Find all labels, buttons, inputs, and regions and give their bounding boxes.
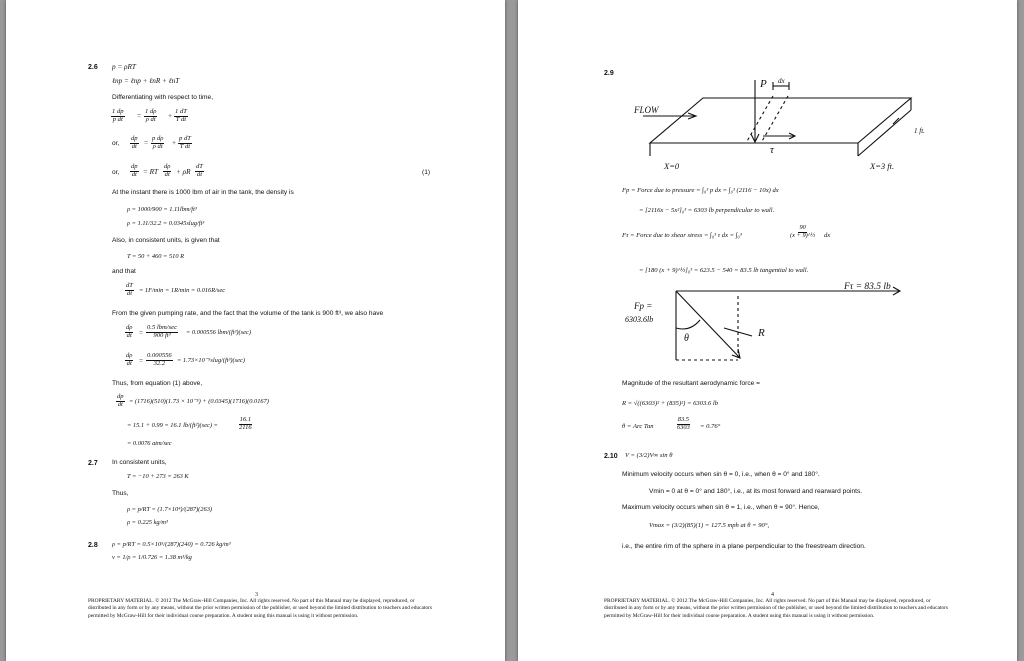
page-number: 4 xyxy=(771,592,774,598)
temperature-k: T = −10 + 273 = 263 K xyxy=(127,473,189,480)
fp-force-label-1: Fp = xyxy=(634,301,653,311)
text-magnitude: Magnitude of the resultant aerodynamic force = xyxy=(622,380,760,387)
eq4-c: $\frac{\text{p dT}}{\text{T dt}}$ xyxy=(179,135,191,150)
velocity-eq: V = (3/2)V∞ sin θ xyxy=(625,452,673,459)
drho-eq-2: = 1.73×10⁻⁵slug/(ft³)(sec) xyxy=(177,357,245,364)
eq4-a: $\frac{dp}{dt}$ xyxy=(131,135,138,150)
footer-copyright: PROPRIETARY MATERIAL. © 2012 The McGraw-Hill Companies, Inc. All rights reserved. No part of this Manual may be displayed, reproduced, or distributed in any form or by any means, without the prior written permission of the publisher, or used beyond the limited distribution to teachers and educators permitted by McGraw-Hill for their individual course preparation. A student using this manual is using it without permission. xyxy=(604,598,948,619)
dp-frac-2: $\frac{16.1}{2116}$ xyxy=(239,416,252,431)
eq5-c: $\frac{dT}{dt}$ xyxy=(196,163,203,178)
eq5-a: $\frac{dp}{dt}$ xyxy=(131,163,138,178)
text-thus: Thus, xyxy=(112,490,129,497)
temperature-eq: T = 50 + 460 = 510 R xyxy=(127,253,185,260)
text-differentiating: Differentiating with respect to time, xyxy=(112,94,214,101)
drho-frac-1: $\frac{d\rho}{dt}$ xyxy=(126,324,133,339)
rho-2-8: ρ = p/RT = 0.5×10⁵/(287)(240) = 0.726 kg/m³ xyxy=(112,541,231,548)
dp-eq-3: = 0.0076 atm/sec xyxy=(127,440,172,447)
vmax-eq: Vmax = (3/2)(85)(1) = 127.5 mph at θ = 90°, xyxy=(649,522,770,529)
dp-eq: = (1716)(510)(1.73 × 10⁻⁵) + (0.0345)(1716)(0.0167) xyxy=(129,398,269,405)
eq3-lhs: $\frac{1 dp}{\text{p dt}}$ xyxy=(112,108,124,123)
width-label: 1 ft. xyxy=(914,127,925,135)
ftau-result: = [180 (x + 9)^½]₀³ = 623.5 − 540 = 83.5 lb tangential to wall. xyxy=(639,267,809,274)
theta-frac: $\frac{83.5}{6303}$ xyxy=(677,416,690,431)
problem-number-2-10: 2.10 xyxy=(604,453,618,460)
text-instant: At the instant there is 1000 lbm of air in the tank, the density is xyxy=(112,189,294,196)
dp-frac: $\frac{dp}{dt}$ xyxy=(117,393,124,408)
drho-eq-1: = 0.000556 lbm/(ft³)(sec) xyxy=(186,329,251,336)
problem-number-2-8: 2.8 xyxy=(88,542,98,549)
rho-eq-2: ρ = 1.11/32.2 = 0.0345slug/ft³ xyxy=(127,220,205,227)
problem-number-2-9: 2.9 xyxy=(604,70,614,77)
fp-result: = [2116x − 5x²]₀³ = 6303 lb perpendicular to wall. xyxy=(639,207,775,214)
document-page-right: 2.9 FLOW P dx τ 1 ft. X=0 X=3 ft. Fp = Force due to pressure = ∫₀³ p dx = ∫₀³ (2116 − 10x) dx = [2116x − 5x²]₀³ = 6303 lb perpendicular to wall. Fτ = Force due to shear stress = ∫₀³ τ dx = ∫₀³ $\frac{90}{\text{(x + 9)\textasciicircum{}½}}$ dx = [180 (x + 9)^½]₀³ = 623.5 − 540 = 83.5 lb tangential to wall. Fτ = 83.5 lb Fp = 6303.6lb θ R Magnitude of the resultant aerodynamic force = R = √((6303)² + (835)²) = 6303.6 lb θ = Arc Tan $\frac{83.5}{6303}$ = 0.76° 2.10 V = (3/2)V∞ sin θ Minimum velocity occurs when sin θ = 0, i.e., when θ = 0° and 180°. Vmin = 0 at θ = 0° and 180°, i.e., at its most forward and rearward points. Maximum velocity occurs when sin θ = 1, i.e., when θ = 90°. Hence, Vmax = (3/2)(85)(1) = 127.5 mph at θ = 90°, i.e., the entire rim of the sphere in a plane perpendicular to the freestream direction. 4 PROPRIETARY MATERIAL. © 2012 The McGraw-Hill Companies, Inc. All rights reserved. No part of this Manual may be displayed, reproduced, or distributed in any form or by any means, without the prior written permission of the publisher, or used beyond the limited distribution to teachers and educators permitted by McGraw-Hill for their individual course preparation. A student using this manual is using it without permission. xyxy=(518,0,1017,661)
text-min-velocity: Minimum velocity occurs when sin θ = 0, i.e., when θ = 0° and 180°. xyxy=(622,471,820,478)
dp-eq-2: = 15.1 + 0.99 = 16.1 lb/(ft²)(sec) = xyxy=(127,422,218,429)
equation-state: p = ρRT xyxy=(112,63,136,71)
rho-2-7-a: ρ = p/RT = (1.7×10⁴)/(287)(263) xyxy=(127,506,213,513)
equation-label-1: (1) xyxy=(422,169,431,176)
eq5-b: $\frac{d\rho}{dt}$ xyxy=(164,163,171,178)
eq3-mid: $\frac{1 d\rho}{\text{ρ dt}}$ xyxy=(145,108,157,123)
text-pumping: From the given pumping rate, and the fact that the volume of the tank is 900 ft³, we also have xyxy=(112,310,384,317)
fp-force-label-2: 6303.6lb xyxy=(625,315,654,324)
theta-diagram-label: θ xyxy=(684,333,689,344)
flow-label: FLOW xyxy=(634,105,659,115)
resultant-eq: R = √((6303)² + (835)²) = 6303.6 lb xyxy=(622,400,719,407)
problem-number-2-7: 2.7 xyxy=(88,460,98,467)
fp-equation: Fp = Force due to pressure = ∫₀³ p dx = ∫₀³ (2116 − 10x) dx xyxy=(622,187,779,194)
text-rim: i.e., the entire rim of the sphere in a plane perpendicular to the freestream direction. xyxy=(622,543,866,550)
text-consistent-units: In consistent units, xyxy=(112,459,167,466)
dx-label: dx xyxy=(778,77,785,85)
drho-frac-2: $\frac{d\rho}{dt}$ xyxy=(126,352,133,367)
dT-eq: = 1F/min = 1R/min = 0.016R/sec xyxy=(139,287,226,294)
document-page-left: 2.6 p = ρRT ℓnp = ℓnp + ℓnR + ℓnT Differentiating with respect to time, $\frac{1 dp}{\text{p dt}}$ = $\frac{1 d\rho}{\text{ρ dt}}$ + $\frac{1 dT}{\text{T dt}}$ or, $\frac{dp}{dt}$ = $\frac{\text{p dρ}}{\text{ρ dt}}$ + $\frac{\text{p dT}}{\text{T dt}}$ or, $\frac{dp}{dt}$ = RT $\frac{d\rho}{dt}$ + ρR $\frac{dT}{dt}$ (1) At the instant there is 1000 lbm of air in the tank, the density is ρ = 1000/900 = 1.11lbm/ft³ ρ = 1.11/32.2 = 0.0345slug/ft³ Also, in consistent units, is given that T = 50 + 460 = 510 R and that $\frac{dT}{dt}$ = 1F/min = 1R/min = 0.016R/sec From the given pumping rate, and the fact that the volume of the tank is 900 ft³, we also have $\frac{d\rho}{dt}$ = 0.5 lbm/sec 900 ft³ = 0.000556 lbm/(ft³)(sec) $\frac{d\rho}{dt}$ = $\frac{0.000556}{32.2}$ = 1.73×10⁻⁵slug/(ft³)(sec) Thus, from equation (1) above, $\frac{dp}{dt}$ = (1716)(510)(1.73 × 10⁻⁵) + (0.0345)(1716)(0.0167) = 15.1 + 0.99 = 16.1 lb/(ft²)(sec) = $\frac{16.1}{2116}$ = 0.0076 atm/sec 2.7 In consistent units, T = −10 + 273 = 263 K Thus, ρ = p/RT = (1.7×10⁴)/(287)(263) ρ = 0.225 kg/m³ 2.8 ρ = p/RT = 0.5×10⁵/(287)(240) = 0.726 kg/m³ v = 1/ρ = 1/0.726 = 1.38 m³/kg 3 PROPRIETARY MATERIAL. © 2012 The McGraw-Hill Companies, Inc. All rights reserved. No part of this Manual may be displayed, reproduced, or distributed in any form or by any means, without the prior written permission of the publisher, or used beyond the limited distribution to teachers and educators permitted by McGraw-Hill for their individual course preparation. A student using this manual is using it without permission. xyxy=(6,0,505,661)
dT-frac: $\frac{dT}{dt}$ xyxy=(126,282,133,297)
x0-label: X=0 xyxy=(664,161,680,171)
rho-2-7-b: ρ = 0.225 kg/m³ xyxy=(127,519,168,526)
drho-frac-1b: 0.5 lbm/sec 900 ft³ xyxy=(147,324,178,339)
text-max-velocity: Maximum velocity occurs when sin θ = 1, i.e., when θ = 90°. Hence, xyxy=(622,504,820,511)
or-label-1: or, xyxy=(112,140,120,147)
text-thus-eq1: Thus, from equation (1) above, xyxy=(112,380,203,387)
drho-frac-2b: $\frac{0.000556}{32.2}$ xyxy=(147,352,172,367)
page-number: 3 xyxy=(255,592,258,598)
text-and-that: and that xyxy=(112,268,136,275)
ftau-equation: Fτ = Force due to shear stress = ∫₀³ τ dx = ∫₀³ xyxy=(622,232,742,239)
or-label-2: or, xyxy=(112,169,120,176)
ftau-force-label: Fτ = 83.5 lb xyxy=(844,282,891,292)
specific-volume: v = 1/ρ = 1/0.726 = 1.38 m³/kg xyxy=(112,554,192,561)
resultant-label: R xyxy=(758,327,765,339)
tau-label: τ xyxy=(770,144,774,156)
text-consistent: Also, in consistent units, is given that xyxy=(112,237,220,244)
pressure-label: P xyxy=(760,78,767,90)
theta-eq: θ = Arc Tan xyxy=(622,423,654,430)
problem-number-2-6: 2.6 xyxy=(88,64,98,71)
rho-eq-1: ρ = 1000/900 = 1.11lbm/ft³ xyxy=(127,206,197,213)
text-vmin: Vmin = 0 at θ = 0° and 180°, i.e., at its most forward and rearward points. xyxy=(649,488,863,495)
x3-label: X=3 ft. xyxy=(870,161,895,171)
ftau-frac: $\frac{90}{\text{(x + 9)\textasciicircum{}½}}$ xyxy=(790,224,816,239)
theta-result: = 0.76° xyxy=(700,423,721,430)
footer-copyright: PROPRIETARY MATERIAL. © 2012 The McGraw-Hill Companies, Inc. All rights reserved. No part of this Manual may be displayed, reproduced, or distributed in any form or by any means, without the prior written permission of the publisher, or used beyond the limited distribution to teachers and educators permitted by McGraw-Hill for their individual course preparation. A student using this manual is using it without permission. xyxy=(88,598,432,619)
equation-log: ℓnp = ℓnp + ℓnR + ℓnT xyxy=(112,77,180,85)
eq4-b: $\frac{\text{p dρ}}{\text{ρ dt}}$ xyxy=(152,135,164,150)
force-diagram xyxy=(668,282,948,372)
eq3-rhs: $\frac{1 dT}{\text{T dt}}$ xyxy=(175,108,187,123)
